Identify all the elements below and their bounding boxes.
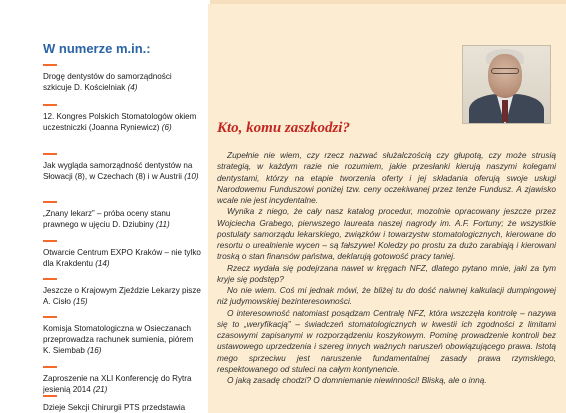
article-paragraph: O interesowność natomiast posądzam Centralę NFZ, która wszczęła kontrolę – nazywa się to „weryfikacją” – świadczeń stomatologicznych w kwestii ich zgodności z limitami czasowymi zapisanymi w rozporządzeniu koszykowym. Pominę prowadzenie kontroli bez ustawowego uprzedzenia i szereg innych ważnych naruszeń obowiązującego prawa. Istotą mego sprzeciwu jest naruszenie fundamentalnej zasady prawa rzymskiego, respektowanego od stuleci na całym kontynencie.	[217, 307, 556, 374]
article-paragraph: Rzecz wydała się podejrzana nawet w kręgach NFZ, dlatego pytano mnie, jaki za tym kryje się podstęp?	[217, 262, 556, 284]
toc-item[interactable]	[43, 201, 201, 230]
toc-item-page: (16)	[87, 346, 102, 355]
article-paragraph: No nie wiem. Coś mi jednak mówi, że bliżej tu do dość naiwnej kalkulacji dumpingowej niż judymowskiej bezinteresowności.	[217, 285, 556, 307]
toc-item-text: Otwarcie Centrum EXPO Kraków – nie tylko dla Krakdentu	[43, 248, 201, 268]
toc-item-page: (15)	[73, 297, 88, 306]
article-body	[217, 150, 556, 386]
toc-item[interactable]	[43, 153, 201, 182]
toc-rule	[43, 153, 57, 155]
article-panel	[208, 4, 566, 413]
toc-item-text: Drogę dentystów do samorządności szkicuje D. Kościelniak	[43, 72, 172, 92]
toc-item-text: Jeszcze o Krajowym Zjeździe Lekarzy pisze A. Cisło	[43, 286, 201, 306]
toc-column	[0, 0, 205, 413]
toc-title: W numerze m.in.:	[43, 41, 151, 56]
article-paragraph: O jaką zasadę chodzi? O domniemanie niewinności! Bliską, ale o inną.	[227, 375, 487, 385]
article-paragraph: Wynika z niego, że cały nasz katalog procedur, mozolnie opracowany jeszcze przez Wojciecha Grabego, pierwszego laureata naszej nagrody im. A.F. Fortuny; że wszystkie postulaty samorządu lekarskiego, związków i towarzystw stomatologicznych, kierowane do resortu o urealnienie wycen – są fałszywe! Koledzy po prostu za dużo zarabiają i kierowani troską o stan finansów państwa, deklarują gotowość pracy taniej.	[217, 206, 556, 262]
toc-item[interactable]	[43, 366, 201, 395]
article-paragraph: Zupełnie nie wiem, czy rzecz nazwać służalczością czy głupotą, czy może strusią strategią, w każdym razie nie rozumiem, jakie przesłanki kierują naszymi kolegami dentystami, którzy na etapie tworzenia oferty i jej składania oferują swoje usługi Narodowemu Funduszowi poniżej tzw. ceny oczekiwanej przez tenże Fundusz. A zjawisko wcale nie jest incydentalne.	[217, 150, 556, 205]
toc-rule	[43, 240, 57, 242]
photo-tie	[502, 100, 508, 122]
toc-rule	[43, 316, 57, 318]
toc-item-text: „Znany lekarz” – próba oceny stanu prawnego w ujęciu D. Dziubiny	[43, 209, 171, 229]
toc-item-page: (14)	[95, 259, 110, 268]
toc-rule	[43, 278, 57, 280]
toc-rule	[43, 395, 57, 397]
toc-item-text: Komisja Stomatologiczna w Osieczanach przeprowadza rachunek sumienia, piórem K. Siembab	[43, 324, 194, 355]
toc-item-text: 12. Kongres Polskich Stomatologów okiem uczestniczki (Joanna Ryniewicz)	[43, 112, 197, 132]
toc-item-text: Jak wygląda samorządność dentystów na Słowacji (8), w Czechach (8) i w Austrii	[43, 161, 193, 181]
photo-glasses	[491, 68, 519, 74]
toc-item[interactable]	[43, 278, 201, 307]
toc-item[interactable]	[43, 395, 201, 413]
toc-item-page: (4)	[127, 83, 138, 92]
toc-item[interactable]	[43, 64, 201, 93]
article-title: Kto, komu zaszkodzi?	[217, 120, 350, 136]
toc-rule	[43, 64, 57, 66]
toc-item[interactable]	[43, 240, 201, 269]
toc-item-page: (11)	[155, 220, 170, 229]
toc-item-page: (10)	[184, 172, 199, 181]
toc-rule	[43, 366, 57, 368]
toc-rule	[43, 104, 57, 106]
toc-item-text: Zaproszenie na XLI Konferencję do Rytra jesienią 2014	[43, 374, 192, 394]
toc-rule	[43, 201, 57, 203]
author-photo	[462, 45, 551, 124]
toc-item-page: (6)	[161, 123, 172, 132]
photo-head	[488, 54, 522, 98]
toc-item-page: (21)	[92, 385, 108, 394]
toc-item[interactable]	[43, 316, 201, 356]
toc-item[interactable]	[43, 104, 201, 133]
toc-item-text: Dzieje Sekcji Chirurgii PTS przedstawia	[43, 403, 186, 412]
